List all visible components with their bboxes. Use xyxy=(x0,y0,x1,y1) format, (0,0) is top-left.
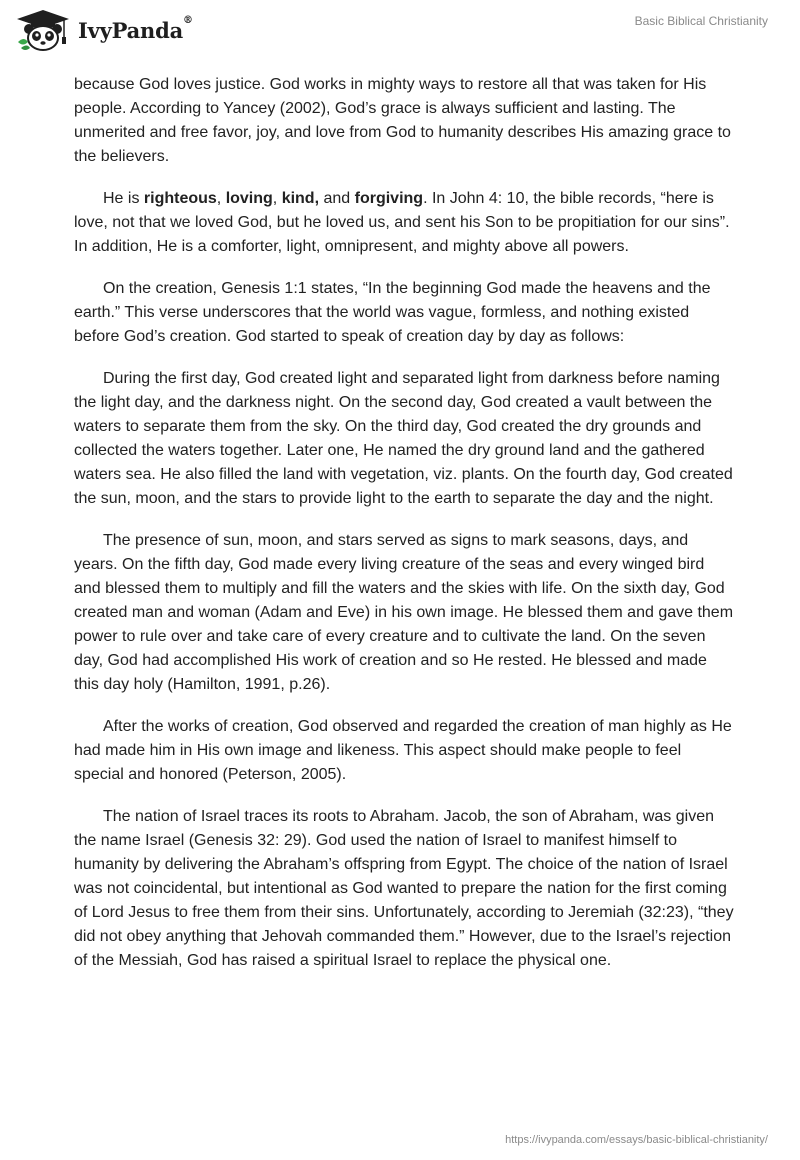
page-header xyxy=(0,0,800,70)
paragraph: The nation of Israel traces its roots to Abraham. Jacob, the son of Abraham, was given the name Israel (Genesis 32: 29). God used the nation of Israel to manifest himself to humanity by delivering the Abraham’s offspring from Egypt. The choice of the nation of Israel was not coincidental, but intentional as God wanted to prepare the nation for the first coming of Lord Jesus to free them from their sins. Unfortunately, according to Jeremiah (32:23), “they did not obey anything that Jehovah commanded them.” However, due to the Israel’s rejection of the Messiah, God has raised a spiritual Israel to replace the physical one. xyxy=(74,808,734,969)
paragraph: because God loves justice. God works in mighty ways to restore all that was taken for His people. According to Yancey (2002), God’s grace is always sufficient and lasting. The unmerited and free favor, joy, and love from God to humanity describes His amazing grace to the believers. xyxy=(74,76,731,165)
ivypanda-logo[interactable] xyxy=(14,8,193,52)
panda-graduate-icon xyxy=(14,8,72,52)
registered-mark: ® xyxy=(183,14,193,26)
paragraph: The presence of sun, moon, and stars served as signs to mark seasons, days, and years. On the fifth day, God made every living creature of the seas and every winged bird and blessed them to multiply and fill the waters and the skies with life. On the sixth day, God created man and woman (Adam and Eve) in his own image. He blessed them and gave them power to rule over and take care of every creature and to cultivate the land. On the seven day, God had accomplished His work of creation and so He rested. He blessed and made this day holy (Hamilton, 1991, p.26). xyxy=(74,532,734,693)
paragraph: During the first day, God created light and separated light from darkness before naming the light day, and the darkness night. On the second day, God created a vault between the waters to separate them from the sky. On the third day, God created the dry grounds and collected the waters together. Later one, He named the dry ground land and the gathered waters sea. He also filled the land with vegetation, viz. plants. On the fourth day, God created the sun, moon, and the stars to provide light to the earth to separate the day and the night. xyxy=(74,370,733,507)
bold-term: loving xyxy=(225,190,273,207)
paragraph: He is righteous, loving, kind, and forgiving. In John 4: 10, the bible records, “here is love, not that we loved God, but he loved us, and sent his Son to be propitiation for our sins”. In addition, He is a comforter, light, omnipresent, and mighty above all powers. xyxy=(74,190,730,255)
bold-term: forgiving xyxy=(354,190,424,207)
document-title: Basic Biblical Christianity xyxy=(634,14,768,28)
source-url[interactable]: https://ivypanda.com/essays/basic-biblical-christianity/ xyxy=(505,1134,768,1146)
bold-term: righteous xyxy=(143,190,217,207)
bold-term: kind, xyxy=(281,190,320,207)
essay-body xyxy=(74,73,734,991)
brand-name: IvyPanda® xyxy=(78,14,193,43)
paragraph: On the creation, Genesis 1:1 states, “In the beginning God made the heavens and the earth.” This verse underscores that the world was vague, formless, and nothing existed before God’s creation. God started to speak of creation day by day as follows: xyxy=(74,280,711,345)
paragraph: After the works of creation, God observed and regarded the creation of man highly as He had made him in His own image and likeness. This aspect should make people to feel special and honored (Peterson, 2005). xyxy=(74,718,732,783)
